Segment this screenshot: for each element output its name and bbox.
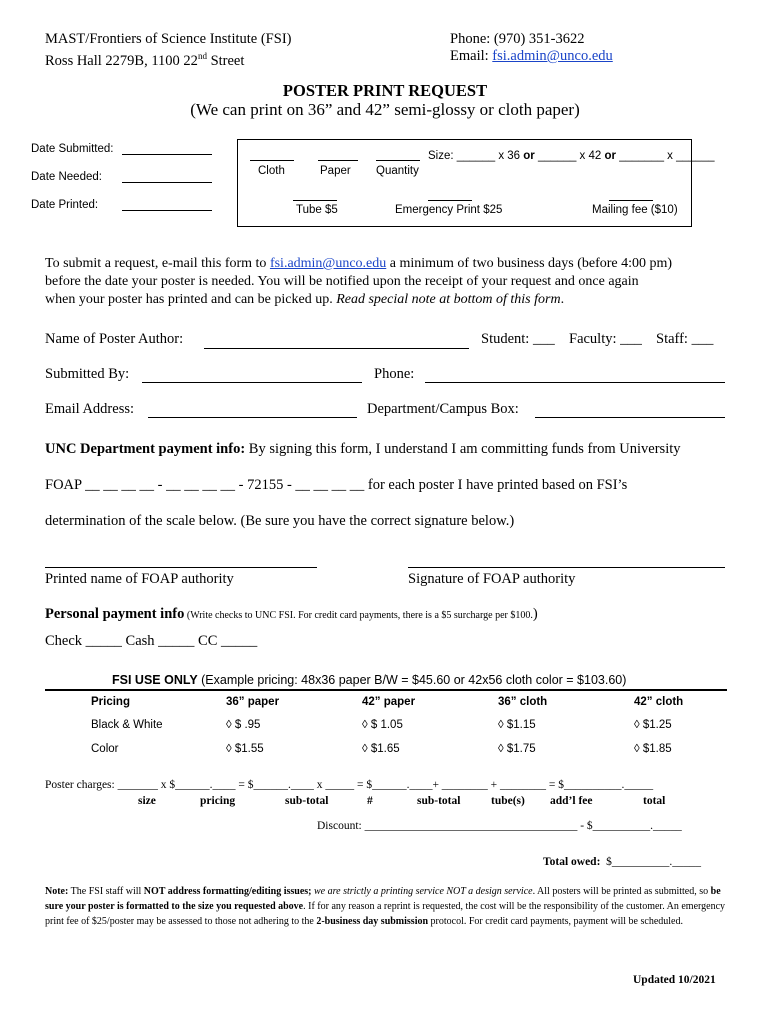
instructions-line-1 [45,255,672,273]
discount-line[interactable]: Discount: _____________________________________ - $__________._____ [317,820,682,832]
date-needed-field[interactable] [122,182,212,183]
page-title: POSTER PRINT REQUEST [282,81,488,100]
foap-line[interactable]: FOAP __ __ __ __ - __ __ __ __ - 72155 - __ __ __ __ for each poster I have printed based on FSI’s [45,477,628,493]
note-bold-3: 2-business day submission [316,916,429,927]
col-42-paper: 42” paper [362,696,416,708]
total-owed-label: Total owed: [543,856,601,868]
student-option[interactable]: Student: ___ [481,331,555,347]
email-address-label: Email Address: [45,401,135,417]
fsi-example-pricing: (Example pricing: 48x36 paper B/W = $45.60 or 42x56 cloth color = $103.60) [197,673,627,687]
row-label-color: Color [91,743,119,755]
label-subtotal-2: sub-total [417,795,461,807]
price-color-36-cloth[interactable]: ◊ $1.75 [498,743,536,755]
price-bw-36-paper[interactable]: ◊ $ .95 [226,719,261,731]
col-42-cloth: 42” cloth [634,696,684,708]
instructions-text-3: when your poster has printed and can be picked up. [45,292,337,307]
special-note-reference: Read special note at bottom of this form [336,292,561,307]
note-text-4: protocol. For credit card payments, payment will be scheduled. [428,916,683,927]
row-label-bw: Black & White [91,719,163,731]
note-bold-1: NOT address formatting/editing issues; [143,886,312,897]
personal-payment-line [45,606,538,623]
unc-payment-heading: UNC Department payment info: [45,441,246,457]
fsi-use-title: FSI USE ONLY [112,673,198,687]
instructions-email-link[interactable]: fsi.admin@unco.edu [269,256,387,271]
address [45,47,244,70]
email-label: Email: [450,48,493,64]
pricing-col-header: Pricing [91,696,130,708]
signature-label: Signature of FOAP authority [408,571,576,587]
price-bw-36-cloth[interactable]: ◊ $1.15 [498,719,536,731]
price-color-42-paper[interactable]: ◊ $1.65 [362,743,400,755]
submitted-by-field[interactable] [142,382,362,383]
col-36-paper: 36” paper [226,696,280,708]
date-submitted-label: Date Submitted: [31,143,114,155]
label-pricing: pricing [200,795,236,807]
quantity-label: Quantity [376,165,419,177]
label-tubes: tube(s) [491,795,525,807]
total-owed-blank[interactable]: $__________._____ [606,856,702,868]
unc-payment-text: By signing this form, I understand I am committing funds from University [245,441,681,457]
page-subtitle: (We can print on 36” and 42” semi-glossy or cloth paper) [190,100,580,119]
note-bold-2: be sure your poster is formatted to the size you requested above [45,886,721,912]
note-text-1: The FSI staff will [68,886,144,897]
tube-label: Tube $5 [296,204,338,216]
tube-blank[interactable] [293,200,337,201]
instructions-end: . [560,292,565,307]
submitted-by-label: Submitted By: [45,366,130,382]
quantity-blank[interactable] [376,160,420,161]
signature-field[interactable] [408,567,725,568]
note-text-3: . If for any reason a reprint is requested, the cost will be the responsibility of the customer. An emergency print fee of $25/poster may be assessed to those not adhering to the [45,901,726,927]
phone-number: Phone: (970) 351-3622 [450,31,585,47]
phone-label: Phone: [374,366,415,382]
label-number: # [367,795,373,807]
special-note [45,884,735,929]
instructions-text-2: a minimum of two business days (before 4:00 pm) [386,256,673,271]
instructions-line-2: before the date your poster is needed. You will be notified upon the receipt of your request and once again [45,274,639,289]
instructions-line-3 [45,291,564,309]
email-line [450,47,613,65]
paper-label: Paper [320,165,351,177]
size-mid: ______ x 42 [537,150,602,162]
mailing-label: Mailing fee ($10) [592,204,678,216]
price-bw-42-paper[interactable]: ◊ $ 1.05 [362,719,403,731]
determination-text: determination of the scale below. (Be sure you have the correct signature below.) [45,513,515,529]
phone-field[interactable] [425,382,725,383]
date-submitted-field[interactable] [122,154,212,155]
printed-name-field[interactable] [45,567,317,568]
personal-payment-close: ) [532,606,538,622]
printed-name-label: Printed name of FOAP authority [45,571,234,587]
label-total: total [643,795,666,807]
address-prefix: Ross Hall 2279B, 1100 22 [45,52,198,69]
personal-payment-note: (Write checks to UNC FSI. For credit card payments, there is a $5 surcharge per $100. [184,610,533,621]
price-color-36-paper[interactable]: ◊ $1.55 [226,743,264,755]
size-or-2: or [604,150,616,162]
fsi-use-heading [112,673,626,687]
size-label: Size: ______ x 36 [428,150,521,162]
price-bw-42-cloth[interactable]: ◊ $1.25 [634,719,672,731]
note-text-2: . All posters will be printed as submitted, so [532,886,711,897]
note-label: Note: [45,886,69,897]
note-italic: we are strictly a printing service NOT a design service [311,886,533,897]
instructions-text: To submit a request, e-mail this form to [45,256,270,271]
department-label: Department/Campus Box: [367,401,519,417]
email-link[interactable]: fsi.admin@unco.edu [492,48,613,64]
cloth-label: Cloth [258,165,285,177]
price-color-42-cloth[interactable]: ◊ $1.85 [634,743,672,755]
cloth-blank[interactable] [250,160,294,161]
updated-date: Updated 10/2021 [633,974,716,986]
personal-payment-heading: Personal payment info [45,606,185,622]
label-addl-fee: add’l fee [550,795,593,807]
mailing-blank[interactable] [609,200,653,201]
faculty-option[interactable]: Faculty: ___ [569,331,642,347]
org-name: MAST/Frontiers of Science Institute (FSI) [45,31,292,47]
unc-payment-line [45,441,681,458]
label-subtotal-1: sub-total [285,795,329,807]
size-options [428,150,715,162]
label-size: size [138,795,156,807]
poster-charges-line[interactable]: Poster charges: _______ x $______.____ = $______.____ x _____ = $______.____+ ________ + ________ = $__________._____ [45,779,654,791]
email-address-field[interactable] [148,417,357,418]
size-end: _______ x ______ [619,150,715,162]
total-owed-line [543,856,701,868]
date-needed-label: Date Needed: [31,171,102,183]
payment-methods[interactable]: Check _____ Cash _____ CC _____ [45,633,258,649]
paper-blank[interactable] [318,160,358,161]
emergency-blank[interactable] [428,200,472,201]
address-sup: nd [197,51,207,61]
author-label: Name of Poster Author: [45,331,184,347]
department-field[interactable] [535,417,725,418]
date-printed-label: Date Printed: [31,199,99,211]
col-36-cloth: 36” cloth [498,696,548,708]
size-or-1: or [523,150,535,162]
staff-option[interactable]: Staff: ___ [656,331,714,347]
author-field[interactable] [204,348,469,349]
fsi-divider [45,689,727,691]
date-printed-field[interactable] [122,210,212,211]
address-suffix: Street [206,52,245,69]
emergency-label: Emergency Print $25 [395,204,503,216]
